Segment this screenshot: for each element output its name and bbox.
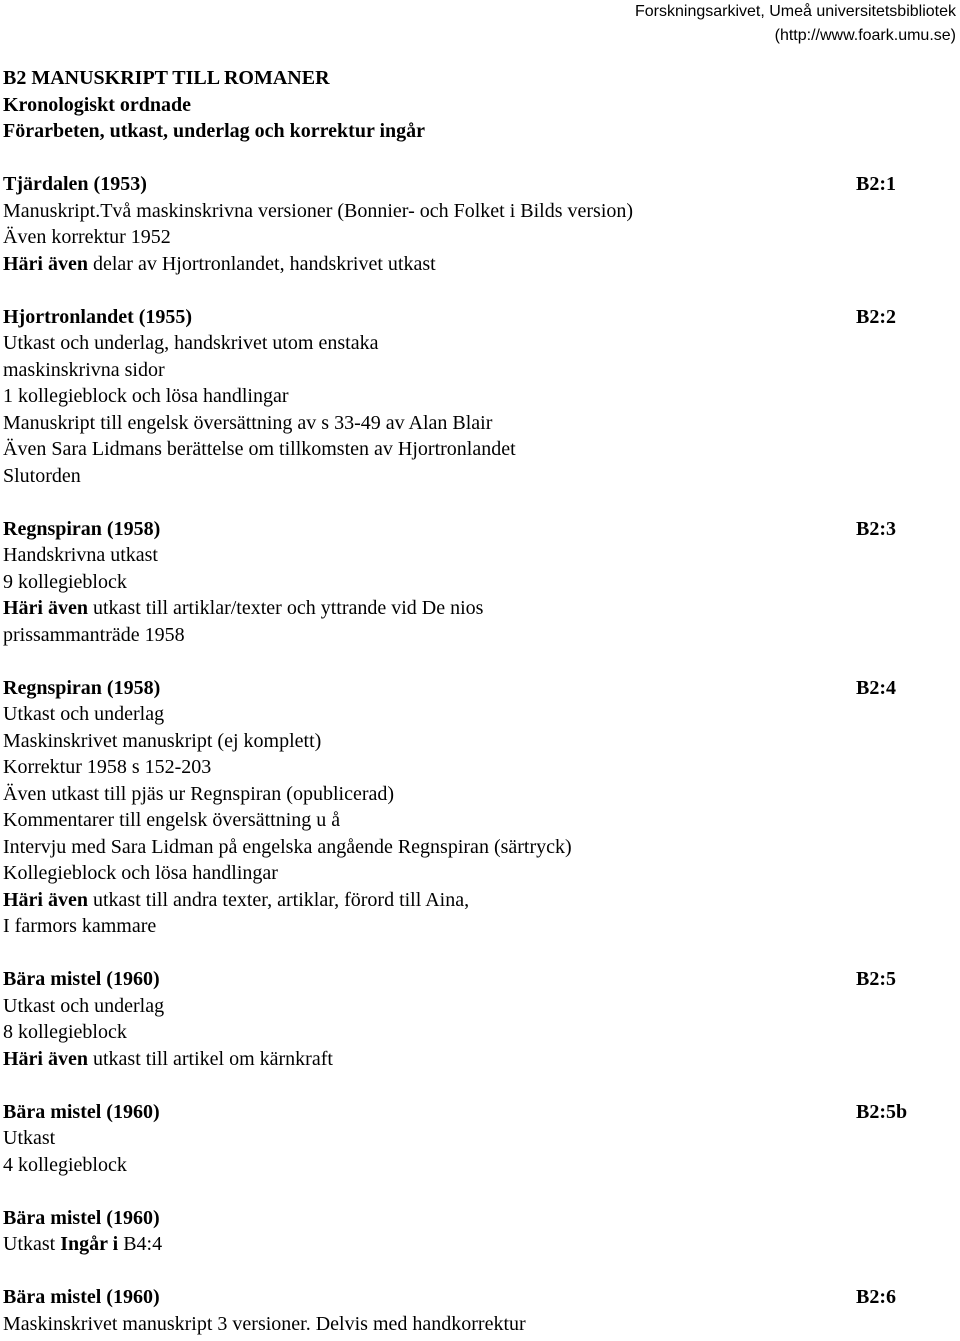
entry-line — [3, 781, 943, 808]
entry-title: Bära mistel (1960) — [3, 968, 160, 990]
entry-line-text: 1 kollegieblock och lösa handlingar — [3, 385, 289, 407]
entry-code: B2:3 — [856, 517, 896, 540]
entry-line-text: Även utkast till pjäs ur Regnspiran (opublicerad) — [3, 782, 395, 805]
entry-line-text: utkast till artiklar/texter och yttrande vid De nios — [88, 597, 484, 619]
entry-line — [3, 330, 943, 357]
entry-line — [3, 569, 943, 596]
entry-line-text: Slutorden — [3, 464, 81, 487]
document-body — [3, 65, 943, 1337]
entry-line — [3, 251, 943, 278]
spacer — [3, 489, 943, 516]
entry-header — [3, 675, 943, 702]
entry-line-text: delar av Hjortronlandet, handskrivet utkast — [88, 252, 436, 275]
entry-line — [3, 410, 943, 437]
spacer — [3, 940, 943, 967]
entry-line-text: B4:4 — [118, 1233, 163, 1255]
entry-line — [3, 913, 943, 940]
entry-line — [3, 224, 943, 251]
section-note: Förarbeten, utkast, underlag och korrektur ingår — [3, 120, 426, 142]
entry-line — [3, 728, 943, 755]
entry-code: B2:5b — [856, 1100, 908, 1123]
entry-line-text: prissammanträde 1958 — [3, 623, 185, 646]
entry-line-emphasis: Häri även — [3, 1047, 88, 1070]
entry-line — [3, 198, 943, 225]
entry-header — [3, 304, 943, 331]
entry-line-text: maskinskrivna sidor — [3, 358, 165, 381]
entry-title: Regnspiran (1958) — [3, 517, 161, 540]
entry-code: B2:6 — [856, 1286, 896, 1308]
archive-url: (http://www.foark.umu.se) — [774, 27, 956, 44]
entry-line-text: Manuskript.Två maskinskrivna versioner (Bonnier- och Folket i Bilds version) — [3, 199, 634, 222]
entry-code: B2:5 — [856, 968, 896, 990]
entry-title: Hjortronlandet (1955) — [3, 305, 193, 328]
entries-list — [3, 171, 943, 1337]
entry-line-text: utkast till artikel om kärnkraft — [88, 1047, 333, 1070]
spacer — [3, 648, 943, 675]
catalog-entry — [3, 1205, 943, 1258]
entry-line-text: Kollegieblock och lösa handlingar — [3, 862, 278, 884]
archive-header — [635, 0, 956, 48]
spacer — [3, 1178, 943, 1205]
entry-code: B2:4 — [856, 676, 896, 699]
entry-line — [3, 357, 943, 384]
entry-line-text: Utkast och underlag — [3, 994, 165, 1017]
entry-line-text: 9 kollegieblock — [3, 570, 127, 593]
catalog-entry — [3, 304, 943, 490]
entry-header — [3, 171, 943, 198]
entry-line-text: Manuskript till engelsk översättning av s 33-49 av Alan Blair — [3, 411, 493, 434]
catalog-entry — [3, 966, 943, 1072]
entry-line — [3, 1231, 943, 1258]
entry-line-emphasis: Häri även — [3, 252, 88, 275]
spacer — [3, 1072, 943, 1099]
section-title: B2 MANUSKRIPT TILL ROMANER — [3, 67, 330, 89]
entry-line-text: Korrektur 1958 s 152-203 — [3, 756, 212, 778]
entry-line-text: Utkast och underlag — [3, 703, 165, 725]
entry-line-text: 4 kollegieblock — [3, 1153, 127, 1176]
section-subtitle: Kronologiskt ordnade — [3, 93, 191, 116]
entry-header — [3, 516, 943, 543]
entry-title: Bära mistel (1960) — [3, 1286, 160, 1308]
spacer — [3, 277, 943, 304]
entry-line-text: Intervju med Sara Lidman på engelska angående Regnspiran (särtryck) — [3, 835, 572, 858]
entry-line-text: 8 kollegieblock — [3, 1021, 127, 1043]
entry-header — [3, 966, 943, 993]
entry-title: Regnspiran (1958) — [3, 676, 161, 699]
catalog-entry — [3, 1284, 943, 1337]
entry-line — [3, 542, 943, 569]
entry-line-text: Även korrektur 1952 — [3, 226, 171, 248]
catalog-entry — [3, 1099, 943, 1179]
entry-header — [3, 1284, 943, 1311]
entry-line — [3, 993, 943, 1020]
archive-name: Forskningsarkivet, Umeå universitetsbibliotek — [634, 3, 956, 20]
entry-line — [3, 807, 943, 834]
entry-line-text: Maskinskrivet manuskript (ej komplett) — [3, 729, 322, 752]
entry-line — [3, 754, 943, 781]
entry-title: Bära mistel (1960) — [3, 1206, 160, 1229]
entry-line-emphasis: Ingår i — [60, 1233, 119, 1255]
catalog-entry — [3, 675, 943, 940]
catalog-entry — [3, 516, 943, 649]
entry-line-emphasis: Häri även — [3, 597, 88, 619]
entry-line-text: I farmors kammare — [3, 915, 157, 937]
entry-line — [3, 1152, 943, 1179]
spacer — [3, 1258, 943, 1285]
entry-line — [3, 887, 943, 914]
entry-code: B2:1 — [856, 173, 896, 195]
entry-line — [3, 595, 943, 622]
entry-line-emphasis: Häri även — [3, 888, 88, 911]
entry-line — [3, 860, 943, 887]
entry-header — [3, 1205, 943, 1232]
entry-line — [3, 1046, 943, 1073]
entry-line-text: Även Sara Lidmans berättelse om tillkomsten av Hjortronlandet — [3, 438, 516, 460]
entry-line-text: Handskrivna utkast — [3, 544, 158, 566]
entry-title: Bära mistel (1960) — [3, 1100, 160, 1123]
entry-line — [3, 436, 943, 463]
entry-line-text: Kommentarer till engelsk översättning u å — [3, 809, 341, 831]
entry-line-text: Maskinskrivet manuskript 3 versioner. Delvis med handkorrektur — [3, 1312, 526, 1335]
entry-line-text: Utkast — [3, 1127, 56, 1149]
entry-line — [3, 834, 943, 861]
entry-line — [3, 1019, 943, 1046]
entry-header — [3, 1099, 943, 1126]
entry-line — [3, 1125, 943, 1152]
entry-code: B2:2 — [856, 305, 896, 328]
entry-line — [3, 622, 943, 649]
entry-line — [3, 701, 943, 728]
entry-line-text: Utkast och underlag, handskrivet utom enstaka — [3, 332, 379, 354]
entry-line — [3, 463, 943, 490]
entry-line-text: utkast till andra texter, artiklar, förord till Aina, — [88, 888, 470, 911]
spacer — [3, 145, 943, 172]
catalog-entry — [3, 171, 943, 277]
entry-line — [3, 383, 943, 410]
entry-title: Tjärdalen (1953) — [3, 173, 147, 195]
entry-line — [3, 1311, 943, 1338]
entry-line-prefix: Utkast — [3, 1233, 61, 1255]
